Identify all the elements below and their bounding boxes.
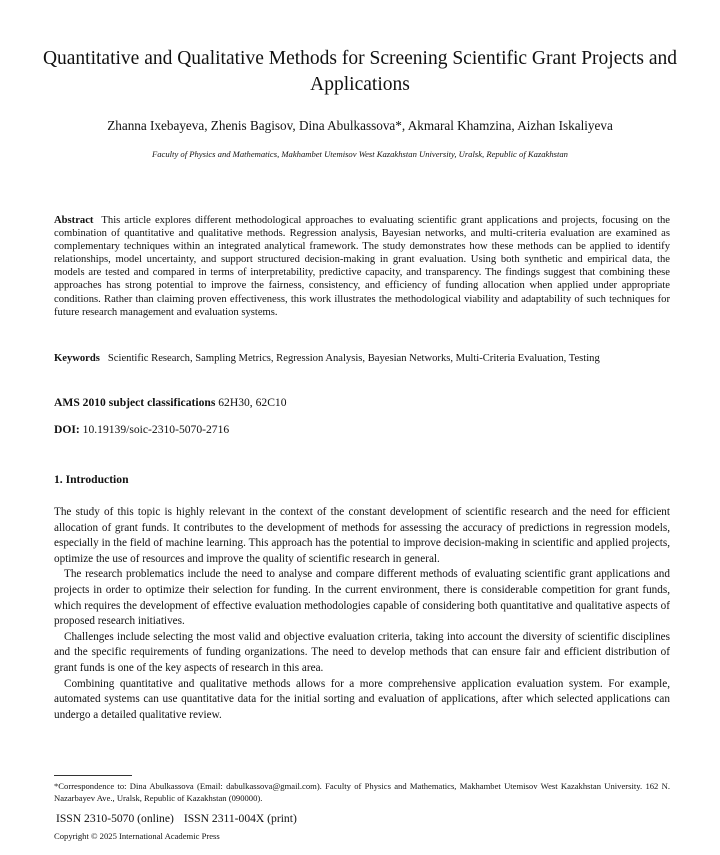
abstract-label: Abstract (54, 215, 94, 226)
author-list: Zhanna Ixebayeva, Zhenis Bagisov, Dina Abulkassova*, Akmaral Khamzina, Aizhan Iskaliyeva (107, 118, 613, 133)
issn (56, 812, 297, 826)
paragraph: The study of this topic is highly relevant in the context of the constant development of scientific research and the need for efficient allocation of grant funds. It contributes to the development of methods for assessing the accuracy of predictions in regression models, especially in the field of machine learning. This approach has the potential to improve decision-making in scientific and applied projects, optimize the use of resources and improve the quality of scientific research in general. (54, 506, 670, 565)
copyright: Copyright © 2025 International Academic Press (54, 831, 220, 841)
doi (54, 423, 670, 437)
doi-link[interactable]: 10.19139/soic-2310-5070-2716 (82, 423, 230, 436)
introduction-body (54, 505, 670, 723)
section-heading-introduction: 1. Introduction (54, 473, 129, 486)
ams-text: 62H30, 62C10 (218, 396, 287, 409)
issn-print: ISSN 2311-004X (print) (183, 812, 297, 825)
issn-online: ISSN 2310-5070 (online) (56, 812, 174, 825)
paragraph: Challenges include selecting the most valid and objective evaluation criteria, taking into account the diversity of scientific disciplines and the specific requirements of funding organizations. The need to develop methods that can ensure fair and efficient distribution of grant funds is one of the key aspects of research in this area. (54, 630, 670, 674)
keywords-label: Keywords (54, 353, 100, 364)
correspondence-footnote: *Correspondence to: Dina Abulkassova (Email: dabulkassova@gmail.com). Faculty of Physics and Mathematics, Makhambet Utemisov West Kazakhstan University. 162 N. Nazarbayev Ave., Uralsk, Republic of Kazakhstan (090000). (54, 781, 670, 803)
keywords (54, 352, 670, 365)
footnote-divider (54, 775, 132, 776)
paper-title: Quantitative and Qualitative Methods for Screening Scientific Grant Projects and Applications (42, 48, 678, 95)
doi-label: DOI: (54, 423, 80, 436)
paragraph: Combining quantitative and qualitative methods allows for a more comprehensive application evaluation system. For example, automated systems can use quantitative data for the initial sorting and evaluation of applications, after which selected applications can undergo a detailed qualitative review. (54, 677, 670, 721)
abstract-text: This article explores different methodological approaches to evaluating scientific grant applications and projects, focusing on the combination of quantitative and qualitative methods. Regression analysis, Bayesian networks, and multi-criteria evaluation are examined as complementary techniques within an integrated analytical framework. The study demonstrates how these methods can be applied to identify relationships, model uncertainty, and support structured decision-making in grant evaluation. Using both synthetic and empirical data, the models are tested and compared in terms of interpretability, predictive capacity, and transparency. The findings suggest that combining these approaches has strong potential to improve the fairness, consistency, and efficiency of funding allocation when applied under appropriate conditions. Rather than claiming proven effectiveness, this work illustrates the methodological viability and adaptability of such techniques for future research management and evaluation systems. (54, 215, 670, 318)
abstract (54, 214, 670, 319)
affiliation: Faculty of Physics and Mathematics, Makhambet Utemisov West Kazakhstan University, Uralsk, Republic of Kazakhstan (152, 149, 568, 159)
keywords-text: Scientific Research, Sampling Metrics, Regression Analysis, Bayesian Networks, Multi-Criteria Evaluation, Testing (107, 353, 600, 364)
ams-label: AMS 2010 subject classifications (54, 396, 216, 409)
ams-classification (54, 396, 670, 410)
paragraph: The research problematics include the need to analyse and compare different methods of evaluating scientific grant applications and projects in order to optimize their selection for funding. In the current environment, there is considerable competition for grant funds, which requires the development of effective evaluation methodologies capable of considering both quantitative and qualitative aspects of proposed research initiatives. (54, 568, 670, 628)
